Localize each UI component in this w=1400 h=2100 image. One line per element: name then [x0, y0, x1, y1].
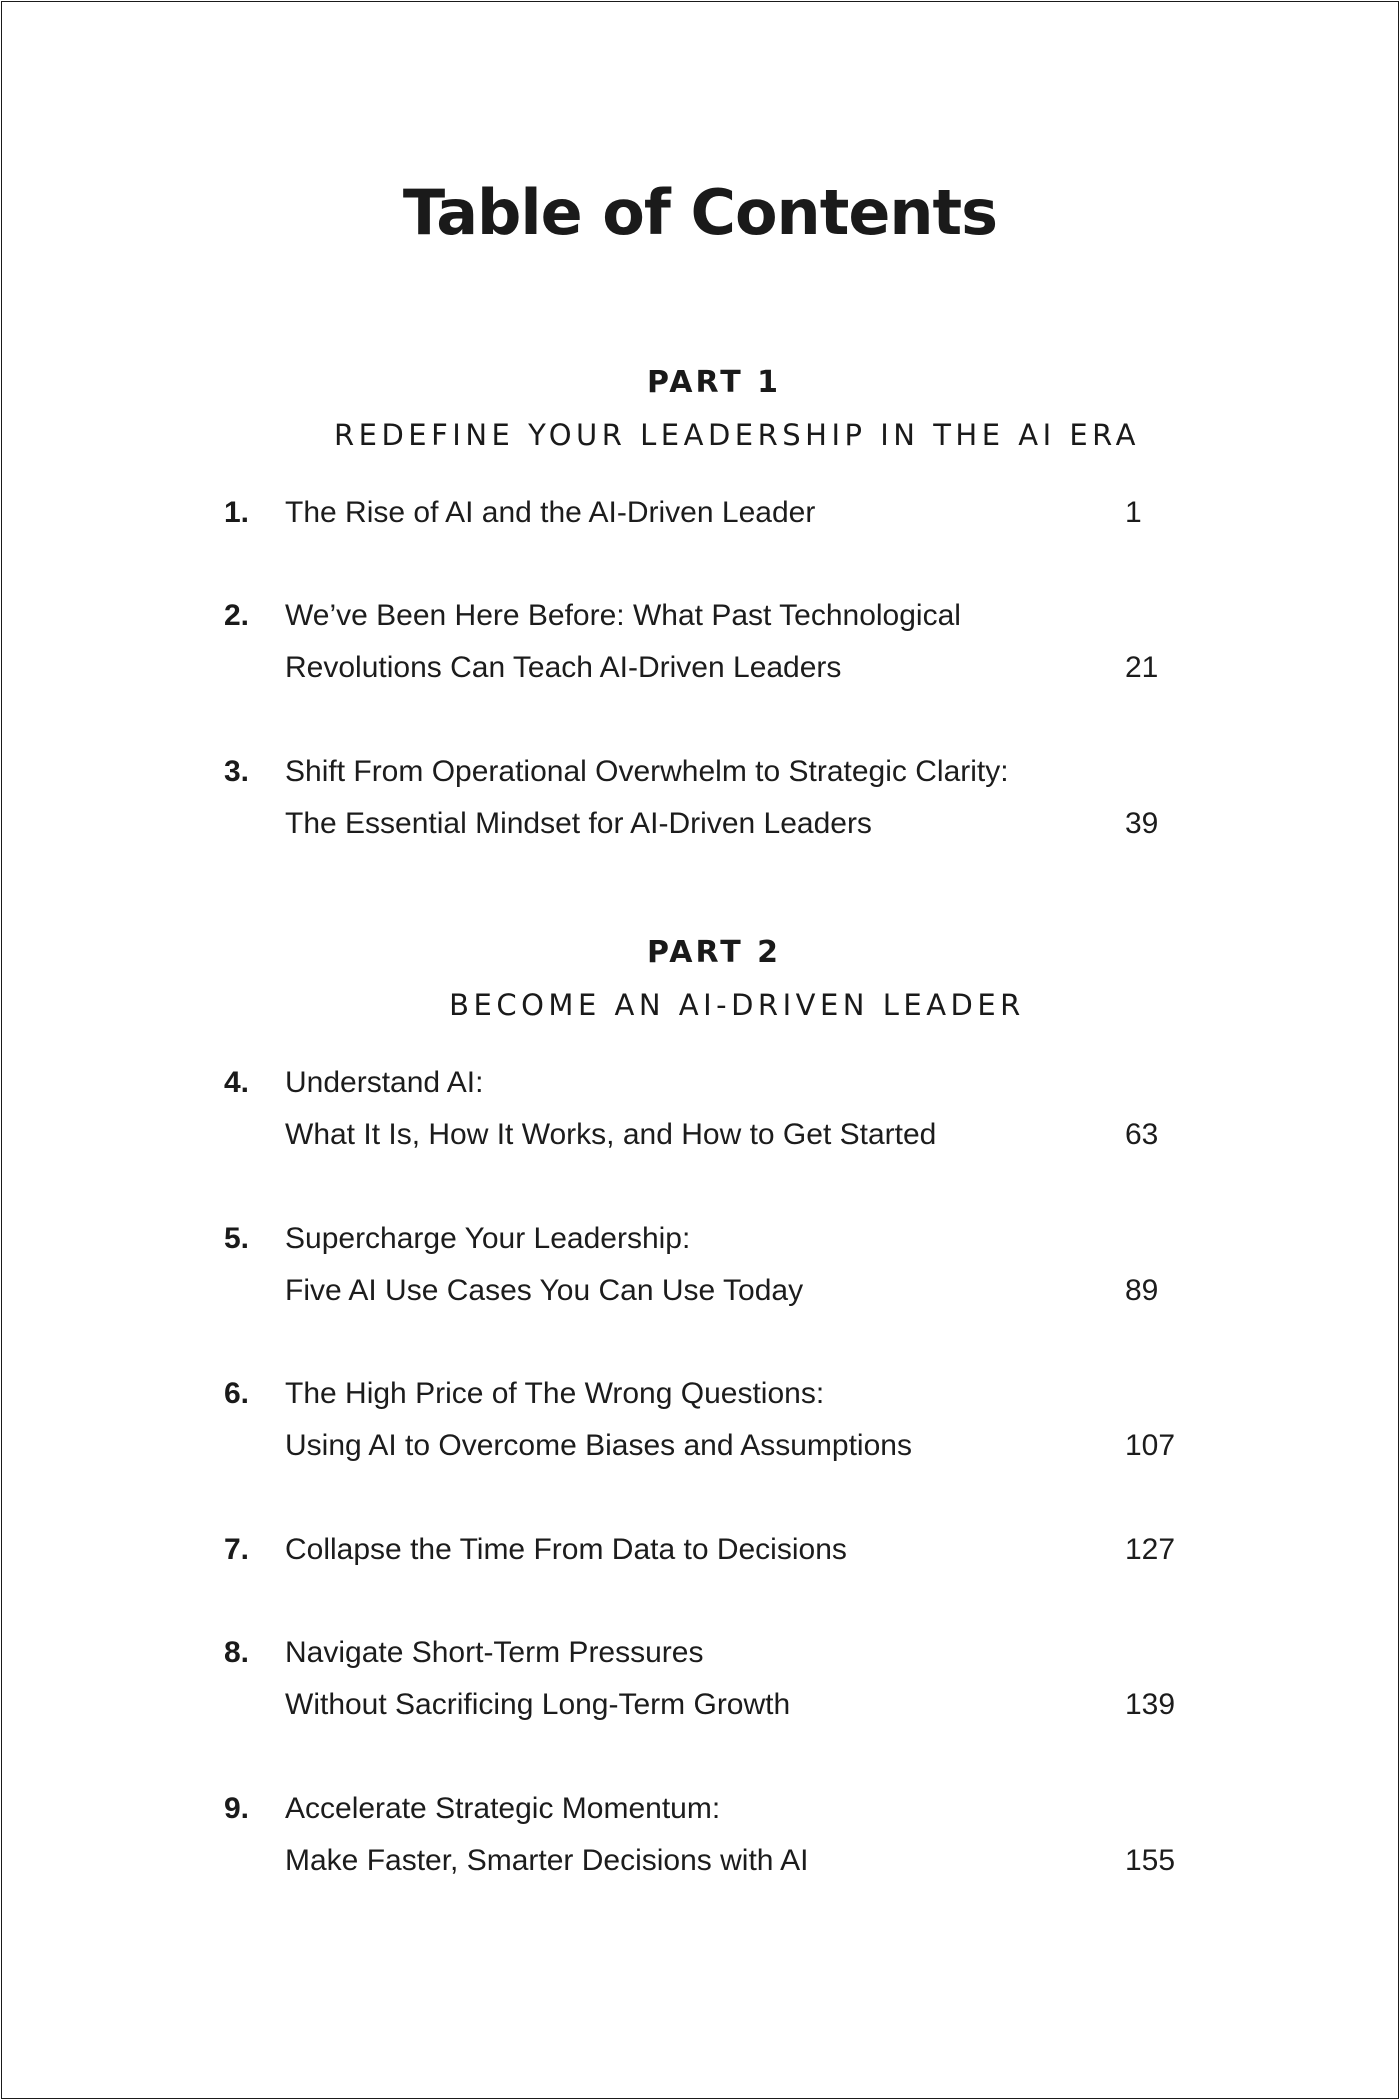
chapter-title-line: Five AI Use Cases You Can Use Today: [285, 1274, 804, 1307]
chapter-title-line: Accelerate Strategic Momentum:: [285, 1792, 721, 1825]
chapter-title-line: Shift From Operational Overwhelm to Strategic Clarity:: [285, 755, 1009, 788]
chapter-number: 5.: [224, 1222, 250, 1255]
chapter-page-number: 89: [1125, 1274, 1159, 1307]
chapter-number: 1.: [224, 496, 250, 529]
chapter-title-line: Understand AI:: [285, 1066, 484, 1099]
chapter-number: 9.: [224, 1792, 250, 1825]
chapter-title-line: Using AI to Overcome Biases and Assumptions: [285, 1429, 912, 1462]
chapter-page-number: 1: [1125, 496, 1142, 529]
chapter-title-line: The Rise of AI and the AI-Driven Leader: [285, 496, 816, 529]
chapter-title-line: Make Faster, Smarter Decisions with AI: [285, 1844, 809, 1877]
chapter-title-line: Revolutions Can Teach AI-Driven Leaders: [285, 651, 842, 684]
chapter-title-line: Without Sacrificing Long-Term Growth: [285, 1688, 791, 1721]
chapter-page-number: 155: [1125, 1844, 1176, 1877]
chapter-number: 6.: [224, 1377, 250, 1410]
chapter-page-number: 127: [1125, 1533, 1176, 1566]
chapter-page-number: 63: [1125, 1118, 1159, 1151]
chapter-page-number: 21: [1125, 651, 1159, 684]
chapter-number: 2.: [224, 599, 250, 632]
toc-page: [1, 1, 1399, 2099]
chapter-title-line: Navigate Short-Term Pressures: [285, 1636, 704, 1669]
chapter-title-line: We’ve Been Here Before: What Past Technological: [285, 599, 961, 632]
chapter-page-number: 39: [1125, 807, 1159, 840]
chapter-page-number: 139: [1125, 1688, 1176, 1721]
chapter-number: 8.: [224, 1636, 250, 1669]
chapter-title-line: The Essential Mindset for AI-Driven Leaders: [285, 807, 872, 840]
part-2-subtitle: BECOME AN AI-DRIVEN LEADER: [449, 988, 1025, 1022]
page-title: Table of Contents: [402, 176, 998, 249]
chapter-title-line: Collapse the Time From Data to Decisions: [285, 1533, 847, 1566]
chapter-number: 3.: [224, 755, 250, 788]
chapter-number: 4.: [224, 1066, 250, 1099]
chapter-title-line: What It Is, How It Works, and How to Get Started: [285, 1118, 937, 1151]
part-2-label: PART 2: [647, 935, 781, 970]
chapter-title-line: Supercharge Your Leadership:: [285, 1222, 691, 1255]
chapter-title-line: The High Price of The Wrong Questions:: [285, 1377, 825, 1410]
chapter-number: 7.: [224, 1533, 250, 1566]
chapter-page-number: 107: [1125, 1429, 1176, 1462]
part-1-subtitle: REDEFINE YOUR LEADERSHIP IN THE AI ERA: [333, 418, 1140, 452]
part-1-label: PART 1: [647, 365, 781, 400]
